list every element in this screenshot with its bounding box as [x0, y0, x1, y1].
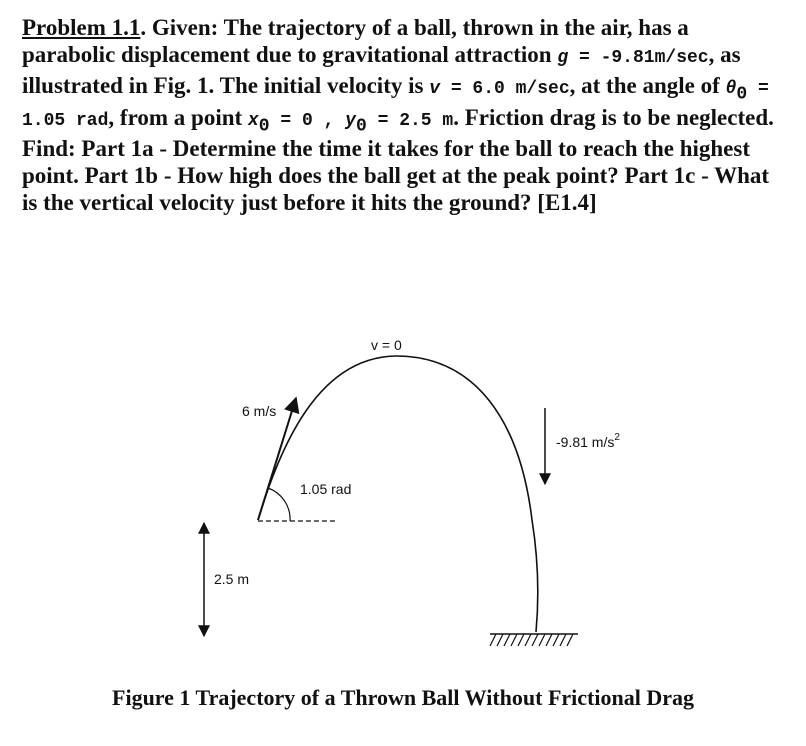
v-value: = 6.0 m/sec: [440, 79, 570, 100]
theta-value: = 1.05 rad: [22, 79, 769, 131]
gravity-exponent: 2: [614, 432, 620, 443]
y-value: = 2.5 m: [366, 110, 454, 131]
ground-hatching: [490, 634, 578, 646]
g-value: = -9.81m/sec: [568, 48, 709, 69]
gravity-label-text: -9.81 m/s: [556, 434, 615, 450]
trajectory-figure: [0, 300, 806, 670]
problem-statement: [22, 14, 786, 216]
peak-label: v = 0: [371, 337, 402, 353]
x-symbol: x: [247, 110, 259, 131]
y-symbol: y: [345, 110, 356, 131]
gravity-label: [556, 432, 620, 450]
problem-text-5: . Friction drag is to be neglected. Find: Part 1a - Determine the time it takes for the ball to reach the highest point. Part 1b - How high does the ball get at the peak point? Part 1c - What is the vertical velocity just before it hits the ground? [E1.4]: [22, 104, 774, 216]
x-subscript: 0: [258, 116, 270, 137]
problem-label: Problem 1.1: [22, 15, 141, 40]
theta-symbol: θ: [725, 79, 737, 100]
angle-label: 1.05 rad: [300, 481, 352, 497]
g-symbol: g: [557, 48, 569, 69]
problem-text-3: , at the angle of: [569, 73, 726, 99]
figure-caption: Figure 1 Trajectory of a Thrown Ball Without Frictional Drag: [112, 685, 694, 710]
problem-text-4: , from a point: [108, 104, 248, 130]
velocity-label: 6 m/s: [242, 403, 277, 419]
v-symbol: v: [429, 79, 441, 100]
problem-text-2: , as illustrated in Fig. 1. The initial velocity is: [22, 42, 741, 99]
x-value: = 0 ,: [269, 110, 346, 131]
y-subscript: 0: [355, 116, 367, 137]
height-label: 2.5 m: [214, 571, 250, 587]
angle-arc: [268, 488, 290, 521]
problem-text-1: . Given: The trajectory of a ball, thrown in the air, has a parabolic displacement due to gravitational attraction: [22, 15, 689, 68]
theta-subscript: 0: [736, 85, 748, 105]
